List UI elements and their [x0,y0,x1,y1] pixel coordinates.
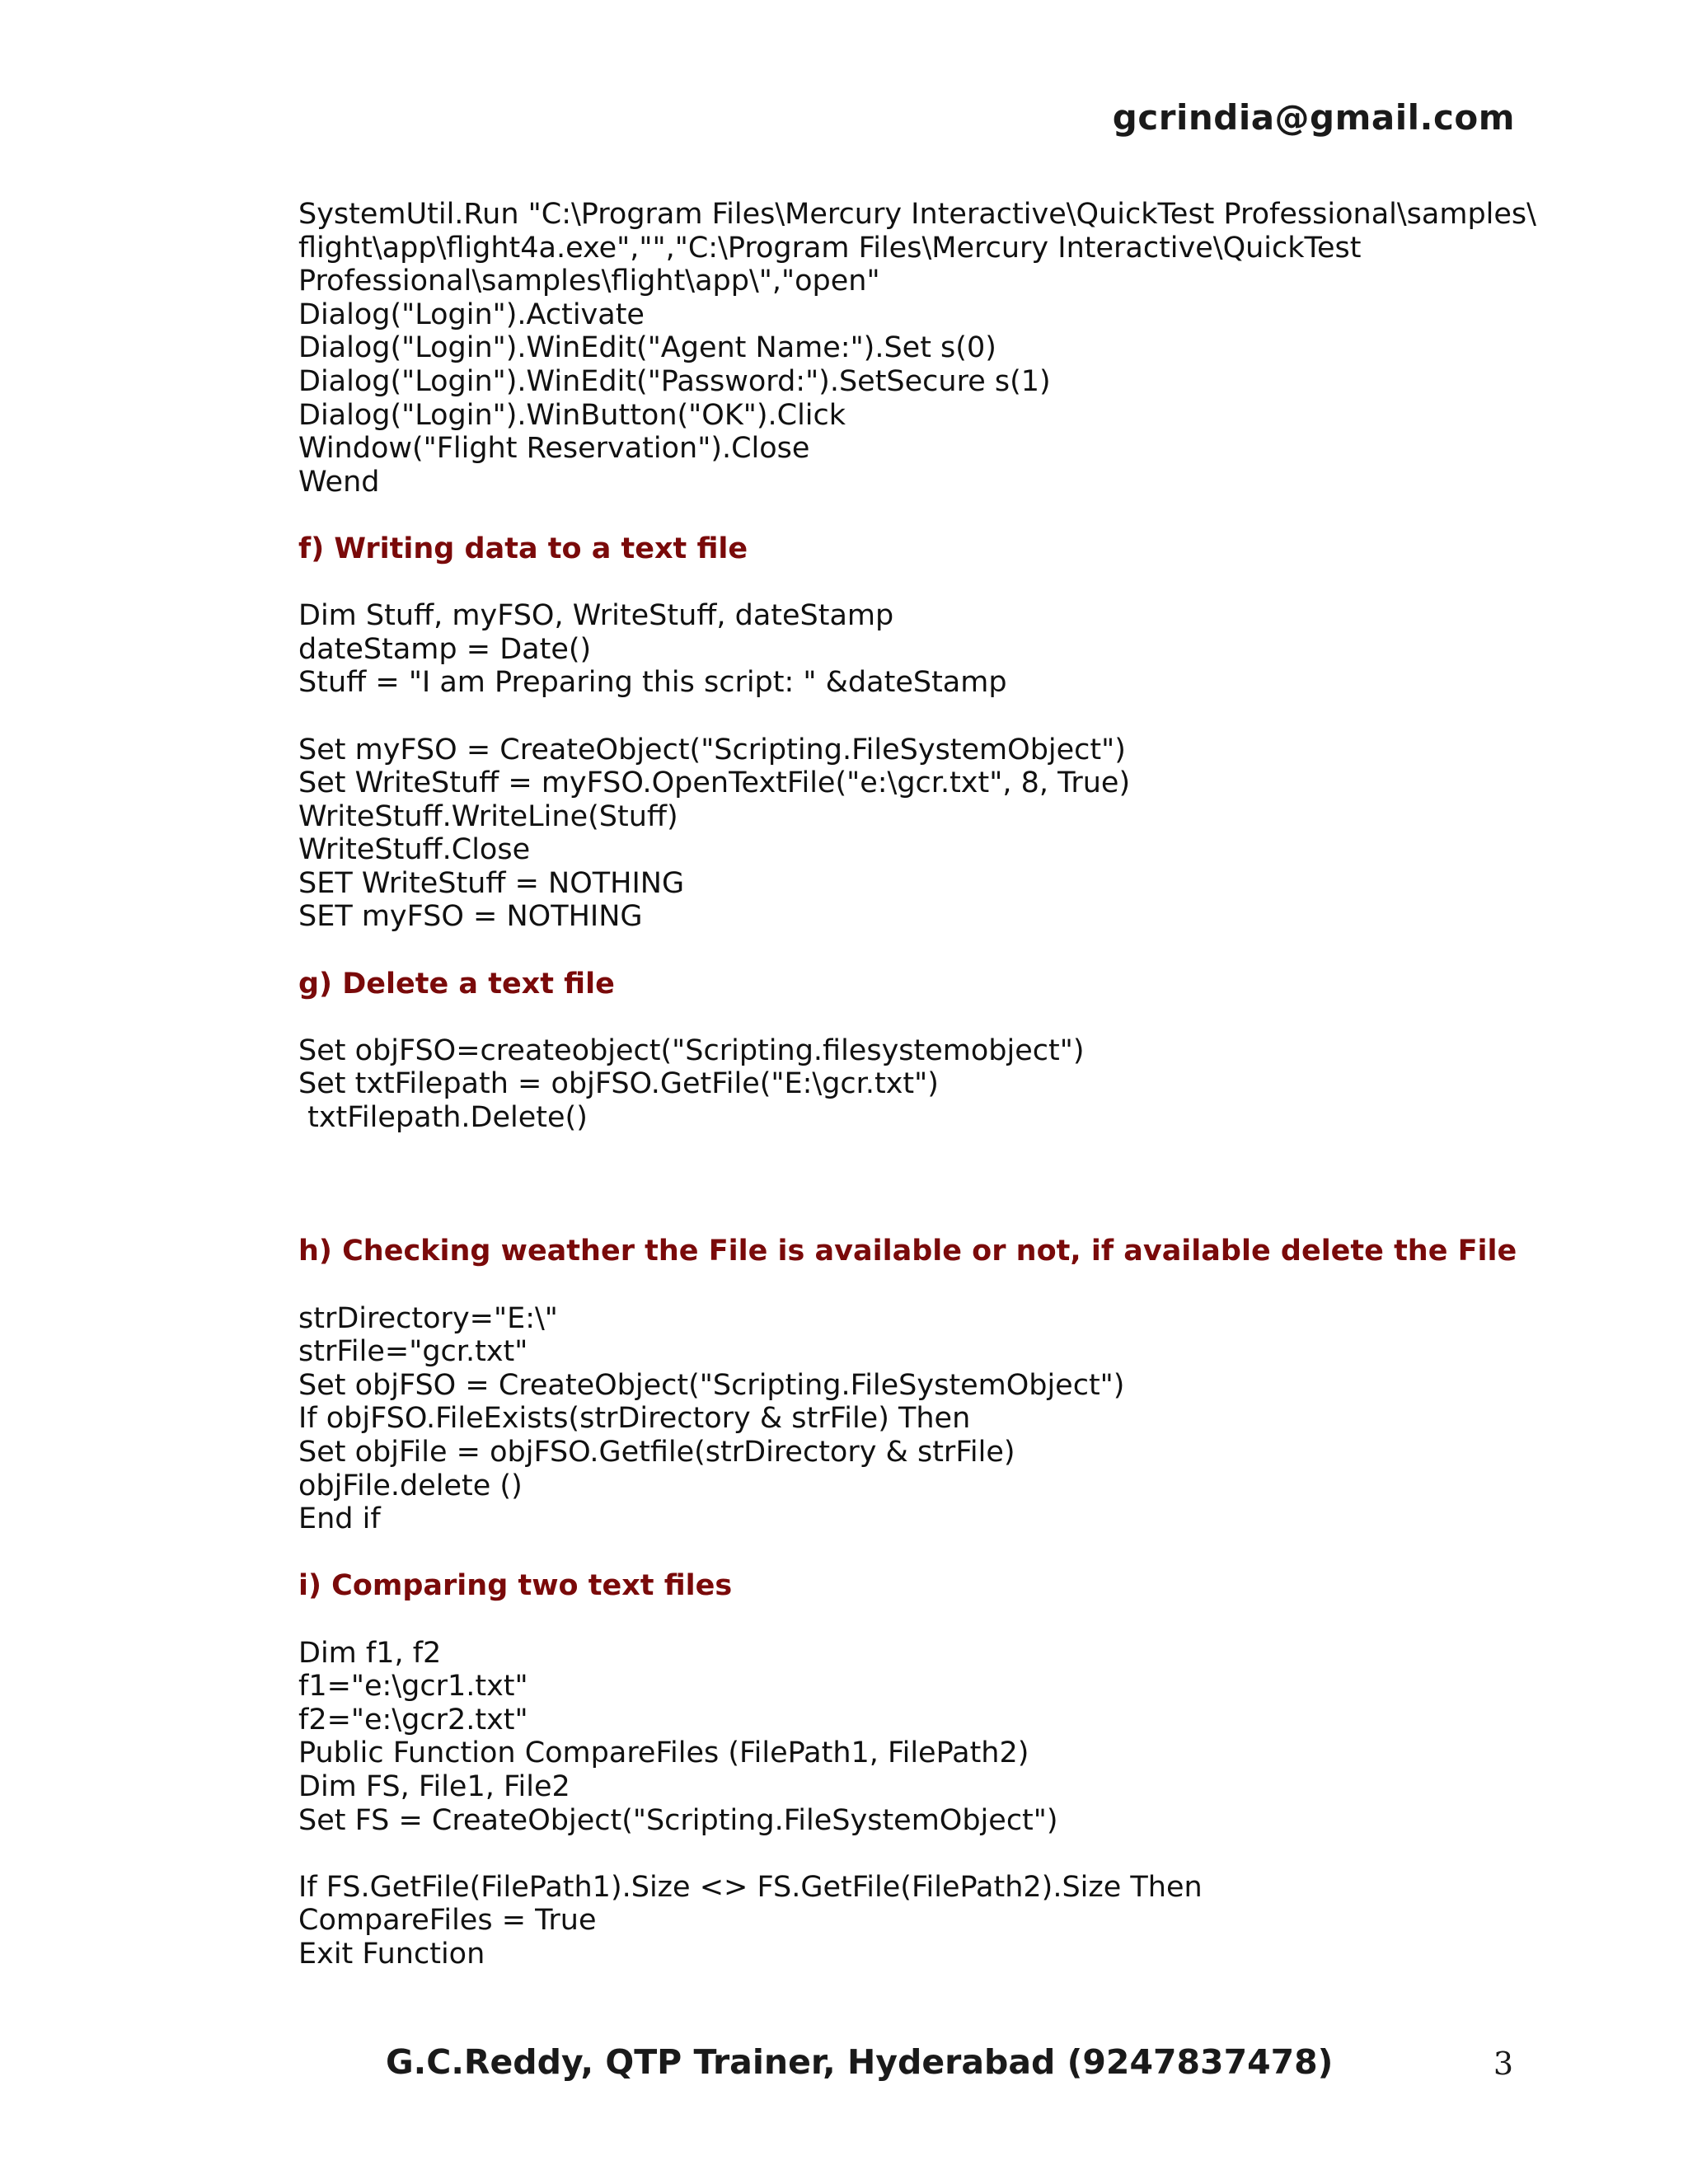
code-line: Dim Stuff, myFSO, WriteStuff, dateStamp [298,599,894,633]
code-line: f2="e:\gcr2.txt" [298,1703,528,1736]
code-line: Public Function CompareFiles (FilePath1, FilePath2) [298,1736,1029,1770]
code-line: If objFSO.FileExists(strDirectory & strFile) Then [298,1402,971,1436]
code-line: f1="e:\gcr1.txt" [298,1670,528,1704]
section-heading-i: i) Comparing two text files [298,1569,733,1603]
document-body [298,198,1535,1971]
code-line: dateStamp = Date() [298,632,592,666]
code-line: End if [298,1502,381,1536]
code-line: txtFilepath.Delete() [298,1101,588,1135]
section-heading-h: h) Checking weather the File is available or not, if available delete the File [298,1235,1517,1268]
code-line: Set myFSO = CreateObject("Scripting.FileSystemObject") [298,733,1126,766]
code-line: CompareFiles = True [298,1904,597,1938]
code-line: Set txtFilepath = objFSO.GetFile("E:\gcr.txt") [298,1067,939,1101]
page-number: 3 [1493,2046,1513,2082]
code-line: objFile.delete () [298,1469,523,1502]
code-line: Dialog("Login").Activate [298,298,645,331]
code-line: SET myFSO = NOTHING [298,900,643,934]
code-line: SystemUtil.Run "C:\Program Files\Mercury Interactive\QuickTest Professional\samples\ [298,198,1536,231]
code-line: Set FS = CreateObject("Scripting.FileSystemObject") [298,1803,1058,1837]
section-heading-f: f) Writing data to a text file [298,532,748,565]
code-line: Set WriteStuff = myFSO.OpenTextFile("e:\gcr.txt", 8, True) [298,766,1131,800]
code-line: Set objFSO = CreateObject("Scripting.FileSystemObject") [298,1368,1125,1402]
header-email: gcrindia@gmail.com [1112,97,1515,138]
code-line: Stuff = "I am Preparing this script: " &dateStamp [298,666,1007,700]
code-line: Window("Flight Reservation").Close [298,432,810,466]
code-line: WriteStuff.Close [298,833,531,867]
code-line: WriteStuff.WriteLine(Stuff) [298,799,678,833]
code-line: Dialog("Login").WinEdit("Password:").SetSecure s(1) [298,364,1051,398]
code-line: Exit Function [298,1937,485,1971]
code-line: Professional\samples\flight\app\","open" [298,265,880,298]
footer-author: G.C.Reddy, QTP Trainer, Hyderabad (9247837478) [386,2042,1334,2082]
code-line: flight\app\flight4a.exe","","C:\Program Files\Mercury Interactive\QuickTest [298,231,1362,265]
code-line: strFile="gcr.txt" [298,1335,528,1369]
code-line: strDirectory="E:\" [298,1301,558,1335]
code-line: Set objFile = objFSO.Getfile(strDirectory & strFile) [298,1435,1015,1469]
code-line: SET WriteStuff = NOTHING [298,866,685,900]
code-line: Set objFSO=createobject("Scripting.filesystemobject") [298,1033,1085,1067]
code-line: If FS.GetFile(FilePath1).Size <> FS.GetFile(FilePath2).Size Then [298,1870,1203,1904]
section-heading-g: g) Delete a text file [298,967,615,1001]
code-line: Dim FS, File1, File2 [298,1769,570,1803]
code-line: Dialog("Login").WinEdit("Agent Name:").Set s(0) [298,331,996,365]
code-line: Wend [298,465,380,499]
code-line: Dialog("Login").WinButton("OK").Click [298,398,846,432]
code-line: Dim f1, f2 [298,1636,442,1670]
